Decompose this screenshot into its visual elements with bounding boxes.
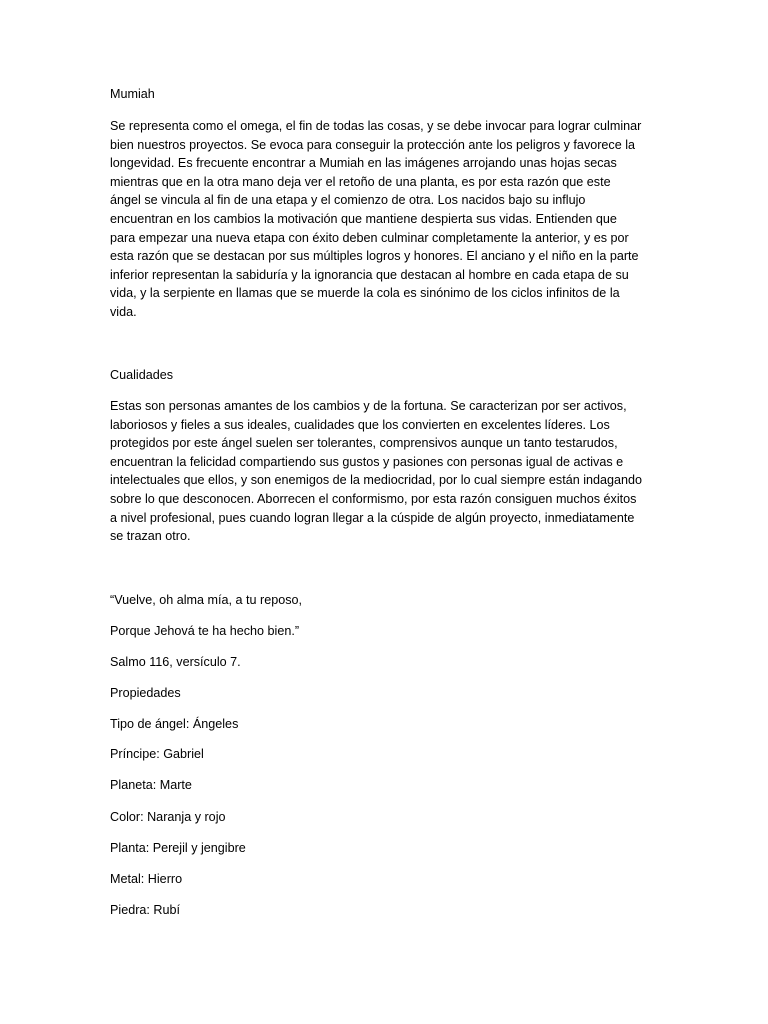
paragraph-line: a nivel profesional, pues cuando logran llegar a la cúspide de algún proyecto, inmediatamente (110, 510, 635, 525)
paragraph-line: inferior representan la sabiduría y la ignorancia que destacan al hombre en cada etapa de su (110, 267, 629, 282)
paragraph-line: esta razón que se destacan por sus múltiples logros y honores. El anciano y el niño en la parte (110, 249, 639, 264)
paragraph-line: se trazan otro. (110, 529, 191, 544)
paragraph-line: protegidos por este ángel suelen ser tolerantes, comprensivos aunque un tanto testarudos, (110, 436, 618, 451)
heading-mumiah: Mumiah (110, 87, 155, 101)
quote-line-1: “Vuelve, oh alma mía, a tu reposo, (110, 593, 303, 607)
paragraph-line: Se representa como el omega, el fin de todas las cosas, y se debe invocar para lograr culminar (110, 119, 642, 133)
property-planeta: Planeta: Marte (110, 778, 192, 792)
paragraph-mumiah (110, 117, 662, 322)
heading-propiedades: Propiedades (110, 686, 181, 700)
paragraph-line: encuentran en los cambios la motivación que mantiene despierta sus vidas. Entienden que (110, 211, 617, 226)
paragraph-line: intelectuales que ellos, y son enemigos de la mediocridad, por lo cual siempre están indagando (110, 473, 643, 488)
quote-line-2: Porque Jehová te ha hecho bien.” (110, 624, 300, 638)
paragraph-line: para empezar una nueva etapa con éxito deben culminar completamente la anterior, y es por (110, 230, 629, 245)
paragraph-line: encuentran la felicidad compartiendo sus gustos y pasiones con personas igual de activas e (110, 454, 624, 469)
paragraph-line: vida, y la serpiente en llamas que se muerde la cola es sinónimo de los ciclos infinitos de la (110, 286, 620, 301)
paragraph-line: ángel se vincula al fin de una etapa y el comienzo de otra. Los nacidos bajo su influjo (110, 193, 586, 208)
heading-cualidades: Cualidades (110, 368, 174, 382)
property-principe: Príncipe: Gabriel (110, 747, 204, 761)
paragraph-line: longevidad. Es frecuente encontrar a Mumiah en las imágenes arrojando unas hojas secas (110, 156, 617, 171)
quote-source: Salmo 116, versículo 7. (110, 655, 241, 669)
property-piedra: Piedra: Rubí (110, 903, 181, 917)
property-planta: Planta: Perejil y jengibre (110, 841, 246, 855)
paragraph-line: sobre lo que desconocen. Aborrecen el conformismo, por esta razón consiguen muchos éxitos (110, 491, 637, 506)
property-color: Color: Naranja y rojo (110, 810, 226, 824)
property-tipo-de-angel: Tipo de ángel: Ángeles (110, 717, 239, 731)
property-metal: Metal: Hierro (110, 872, 183, 886)
paragraph-line: vida. (110, 304, 137, 319)
paragraph-line: mientras que en la otra mano deja ver el retoño de una planta, es por esta razón que este (110, 174, 611, 189)
paragraph-line: laboriosos y fieles a sus ideales, cualidades que los convierten en excelentes líderes. Los (110, 417, 610, 432)
paragraph-line: bien nuestros proyectos. Se evoca para conseguir la protección ante los peligros y favorece la (110, 137, 636, 152)
paragraph-line: Estas son personas amantes de los cambios y de la fortuna. Se caracterizan por ser activos, (110, 399, 627, 413)
paragraph-cualidades (110, 397, 662, 546)
